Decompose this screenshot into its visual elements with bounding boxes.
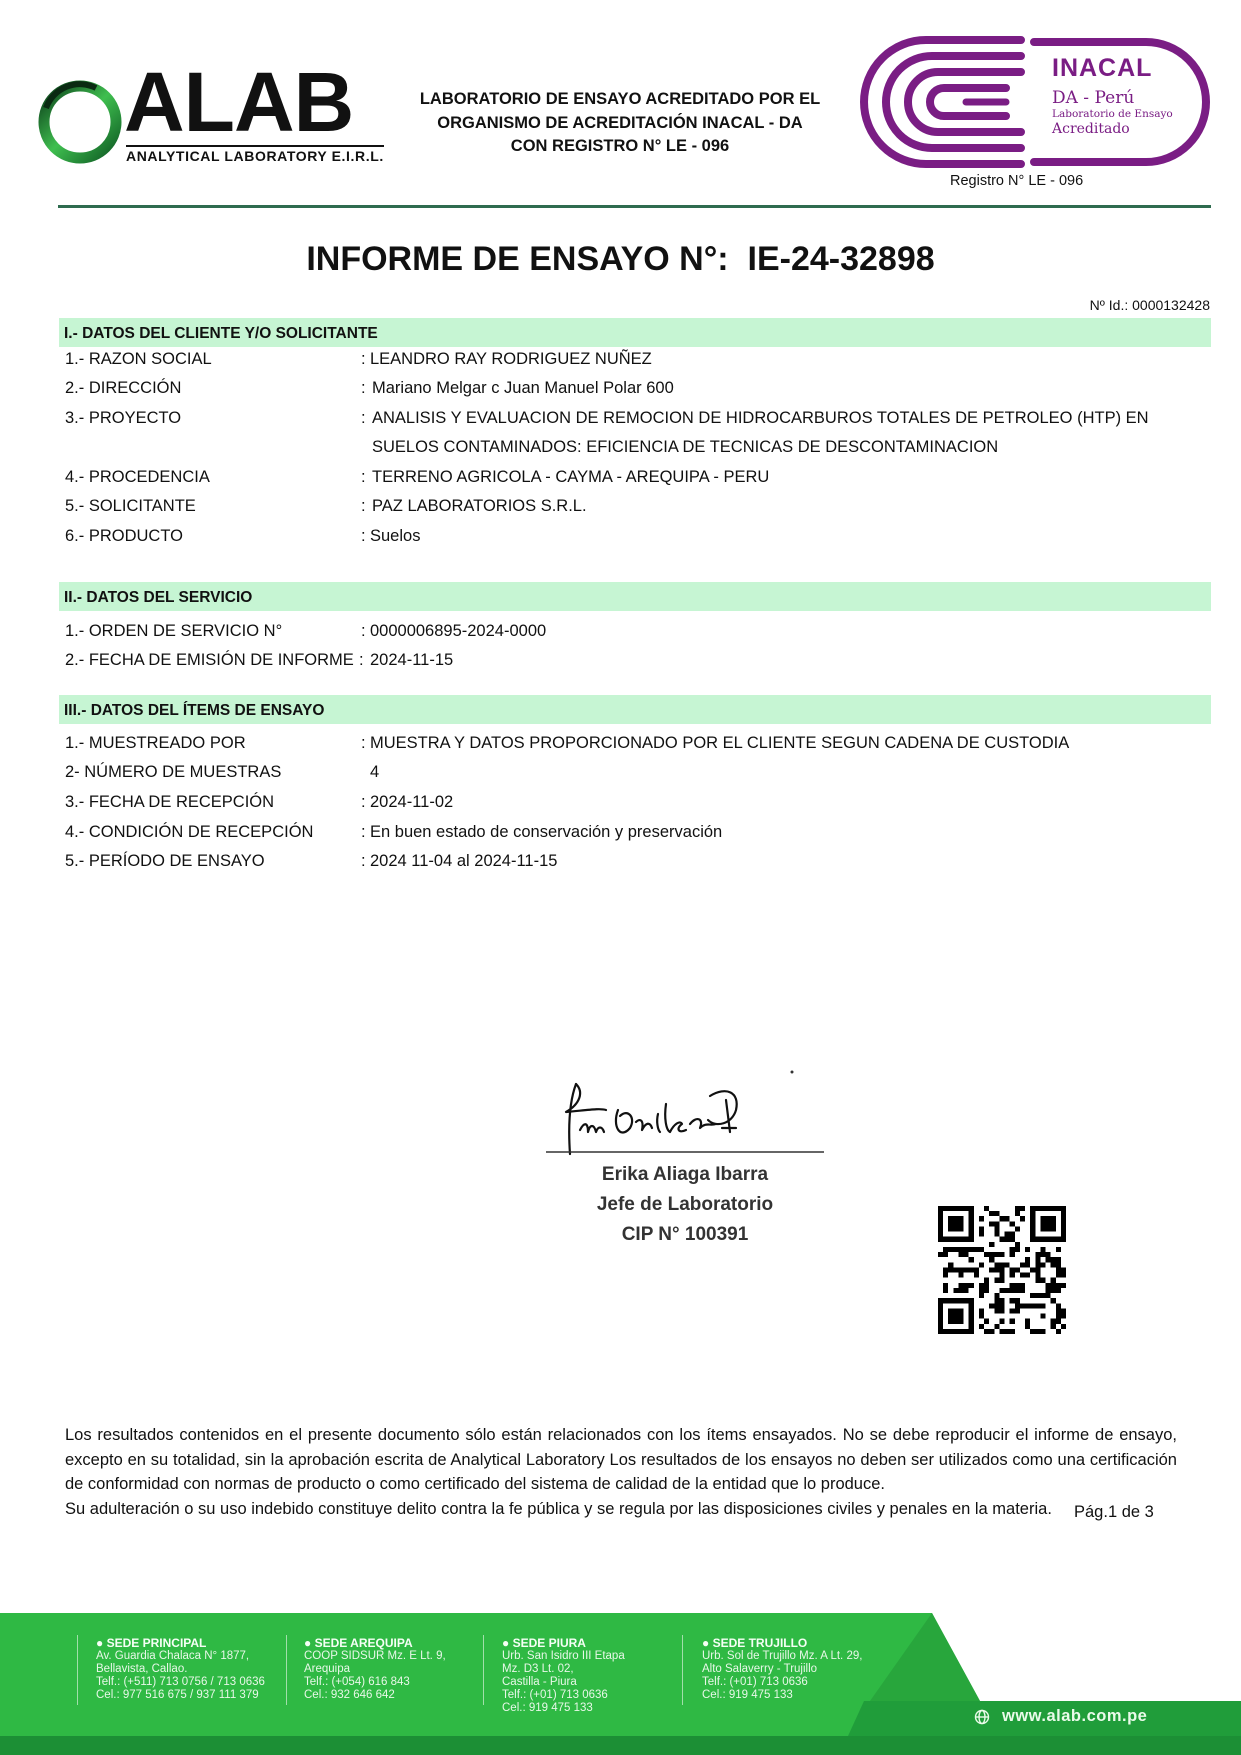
handwritten-signature	[540, 1070, 830, 1160]
footer-divider	[77, 1635, 78, 1705]
field-separator: :	[361, 622, 366, 640]
field-separator: :	[361, 409, 366, 427]
field-value: PAZ LABORATORIOS S.R.L.	[372, 497, 587, 515]
footer	[0, 1613, 1241, 1755]
field-label: 3.- PROYECTO	[65, 409, 182, 427]
office-line: Mz. D3 Lt. 02,	[502, 1663, 574, 1675]
field-razon-social	[65, 345, 1211, 374]
office-line: Bellavista, Callao.	[96, 1663, 188, 1675]
field-separator: :	[361, 823, 366, 841]
office-line: Telf.: (+054) 616 843	[304, 1676, 410, 1688]
website-link[interactable]	[974, 1707, 1147, 1726]
field-value: En buen estado de conservación y preservación	[370, 823, 723, 841]
field-value: MUESTRA Y DATOS PROPORCIONADO POR EL CLIENTE SEGUN CADENA DE CUSTODIA	[370, 734, 1070, 752]
field-label: 2.- DIRECCIÓN	[65, 379, 182, 397]
office-line: COOP SIDSUR Mz. E Lt. 9,	[304, 1650, 446, 1662]
location-pin-icon: ●	[96, 1636, 107, 1650]
field-periodo-ensayo	[65, 847, 1211, 876]
inacal-registro: Registro N° LE - 096	[950, 173, 1084, 189]
field-separator: :	[361, 734, 366, 752]
office-line: Urb. San Isidro III Etapa	[502, 1650, 625, 1662]
section-items-header: III.- DATOS DEL ÍTEMS DE ENSAYO	[59, 695, 1211, 724]
office-title: SEDE TRUJILLO	[712, 1636, 808, 1650]
field-proyecto	[65, 404, 1211, 462]
inacal-da-peru: DA - Perú	[1052, 88, 1135, 108]
inacal-logo	[856, 34, 1210, 170]
inacal-lab-type: Laboratorio de Ensayo	[1052, 108, 1173, 120]
field-value: Suelos	[370, 527, 421, 545]
field-fecha-recepcion	[65, 788, 1211, 817]
field-separator: :	[361, 379, 366, 397]
field-fecha-emision	[65, 646, 1211, 675]
signatory-name: Erika Aliaga Ibarra	[601, 1164, 769, 1185]
office-head	[96, 1637, 265, 1650]
office-line: Alto Salaverry - Trujillo	[702, 1663, 818, 1675]
field-separator: :	[361, 497, 366, 515]
report-title: INFORME DE ENSAYO N°: IE-24-32898	[306, 240, 935, 278]
accreditation-line: LABORATORIO DE ENSAYO ACREDITADO POR EL	[419, 90, 821, 108]
qr-code-icon	[938, 1206, 1066, 1334]
disclaimer-last-line: Su adulteración o su uso indebido constituye delito contra la fe pública y se regula por las disposiciones civiles y penales en la materia.	[65, 1499, 1052, 1518]
office-trujillo	[702, 1637, 862, 1702]
field-value: ANALISIS Y EVALUACION DE REMOCION DE HIDROCARBUROS TOTALES DE PETROLEO (HTP) EN SUELOS CONTAMINADOS: EFICIENCIA DE TECNICAS DE DESCONTAMINACION	[372, 409, 1149, 456]
inacal-title: INACAL	[1052, 54, 1153, 82]
footer-divider	[682, 1635, 683, 1705]
globe-icon	[974, 1709, 990, 1725]
field-value: 4	[370, 763, 380, 781]
section-service-header: II.- DATOS DEL SERVICIO	[59, 582, 1211, 611]
field-value: TERRENO AGRICOLA - CAYMA - AREQUIPA - PERU	[372, 468, 770, 486]
alab-logo-word: ALAB	[124, 55, 354, 149]
field-label: 6.- PRODUCTO	[65, 527, 183, 545]
office-piura	[502, 1637, 625, 1715]
disclaimer-paragraph: Los resultados contenidos en el presente documento sólo están relacionados con los ítems ensayados. No se debe reproducir el informe de ensayo, excepto en su totalidad, sin la aprobación escrita de Analytical Laboratory Los resultados de los ensayos no deben ser utilizados como una certificación de conformidad con normas de producto o como certificado del sistema de calidad de la entidad que lo produce.	[65, 1426, 1177, 1493]
signatory-cip: CIP N° 100391	[621, 1224, 749, 1245]
office-head	[502, 1637, 625, 1650]
office-arequipa	[304, 1637, 446, 1702]
field-value: 2024-11-02	[370, 793, 454, 811]
field-condicion-recepcion	[65, 818, 1211, 847]
office-title: SEDE PRINCIPAL	[106, 1636, 207, 1650]
field-separator: :	[361, 350, 366, 368]
office-principal	[96, 1637, 265, 1702]
signatory	[540, 1160, 830, 1250]
field-separator: :	[361, 852, 366, 870]
office-line: Cel.: 932 646 642	[304, 1689, 395, 1701]
field-direccion	[65, 374, 1211, 403]
office-line: Telf.: (+01) 713 0636	[702, 1676, 808, 1688]
field-value: Mariano Melgar c Juan Manuel Polar 600	[372, 379, 674, 397]
field-label: 1.- RAZON SOCIAL	[65, 350, 212, 368]
field-separator: :	[361, 468, 366, 486]
signatory-role: Jefe de Laboratorio	[596, 1194, 774, 1215]
field-separator: :	[361, 527, 366, 545]
office-line: Castilla - Piura	[502, 1676, 577, 1688]
page-number: Pág.1 de 3	[1074, 1503, 1154, 1521]
office-head	[304, 1637, 446, 1650]
office-line: Av. Guardia Chalaca N° 1877,	[96, 1650, 250, 1662]
footer-divider	[483, 1635, 484, 1705]
office-line: Telf.: (+511) 713 0756 / 713 0636	[96, 1676, 265, 1688]
field-label: 4.- CONDICIÓN DE RECEPCIÓN	[65, 823, 314, 841]
location-pin-icon: ●	[304, 1636, 315, 1650]
inacal-accredited: Acreditado	[1052, 121, 1130, 137]
field-label: 1.- ORDEN DE SERVICIO N°	[65, 622, 283, 640]
accreditation-line: ORGANISMO DE ACREDITACIÓN INACAL - DA	[437, 113, 803, 132]
field-numero-muestras	[65, 758, 1211, 787]
alab-ring-icon	[36, 78, 124, 166]
location-pin-icon: ●	[702, 1636, 713, 1650]
field-label: 5.- SOLICITANTE	[65, 497, 196, 515]
alab-logo	[36, 55, 384, 169]
field-orden-servicio	[65, 617, 1211, 646]
signature-block	[540, 1070, 830, 1245]
footer-divider	[286, 1635, 287, 1705]
field-label: 5.- PERÍODO DE ENSAYO	[65, 852, 265, 870]
field-value: LEANDRO RAY RODRIGUEZ NUÑEZ	[370, 350, 652, 368]
field-label: 2- NÚMERO DE MUESTRAS	[65, 763, 282, 781]
field-value: 2024-11-15	[370, 651, 454, 669]
office-line: Telf.: (+01) 713 0636	[502, 1689, 608, 1701]
alab-logo-subtitle: ANALYTICAL LABORATORY E.I.R.L.	[126, 145, 384, 164]
office-title: SEDE PIURA	[512, 1636, 586, 1650]
office-line: Cel.: 977 516 675 / 937 111 379	[96, 1689, 259, 1701]
website-url[interactable]: www.alab.com.pe	[1002, 1707, 1148, 1725]
field-muestreado-por	[65, 729, 1211, 758]
field-label: 2.- FECHA DE EMISIÓN DE INFORME	[65, 651, 354, 669]
field-procedencia	[65, 463, 1211, 492]
office-line: Arequipa	[304, 1663, 351, 1675]
accreditation-line: CON REGISTRO N° LE - 096	[510, 137, 730, 155]
field-producto	[65, 522, 1211, 551]
disclaimer	[65, 1423, 1177, 1521]
office-line: Cel.: 919 475 133	[702, 1689, 793, 1701]
field-label: 4.- PROCEDENCIA	[65, 468, 210, 486]
accreditation-statement	[405, 88, 835, 159]
office-title: SEDE AREQUIPA	[314, 1636, 413, 1650]
field-separator: :	[359, 651, 364, 669]
header-divider	[58, 205, 1211, 208]
field-separator: :	[361, 793, 366, 811]
office-head	[702, 1637, 862, 1650]
location-pin-icon: ●	[502, 1636, 513, 1650]
office-line: Cel.: 919 475 133	[502, 1702, 593, 1714]
field-label: 1.- MUESTREADO POR	[65, 734, 246, 752]
field-value: 0000006895-2024-0000	[370, 622, 547, 640]
field-label: 3.- FECHA DE RECEPCIÓN	[65, 793, 275, 811]
office-line: Urb. Sol de Trujillo Mz. A Lt. 29,	[702, 1650, 863, 1662]
field-value: 2024 11-04 al 2024-11-15	[370, 852, 558, 870]
inacal-text-block	[1052, 54, 1173, 137]
field-solicitante	[65, 492, 1211, 521]
report-id: Nº Id.: 0000132428	[1089, 297, 1210, 313]
section-client-header: I.- DATOS DEL CLIENTE Y/O SOLICITANTE	[59, 318, 1211, 347]
